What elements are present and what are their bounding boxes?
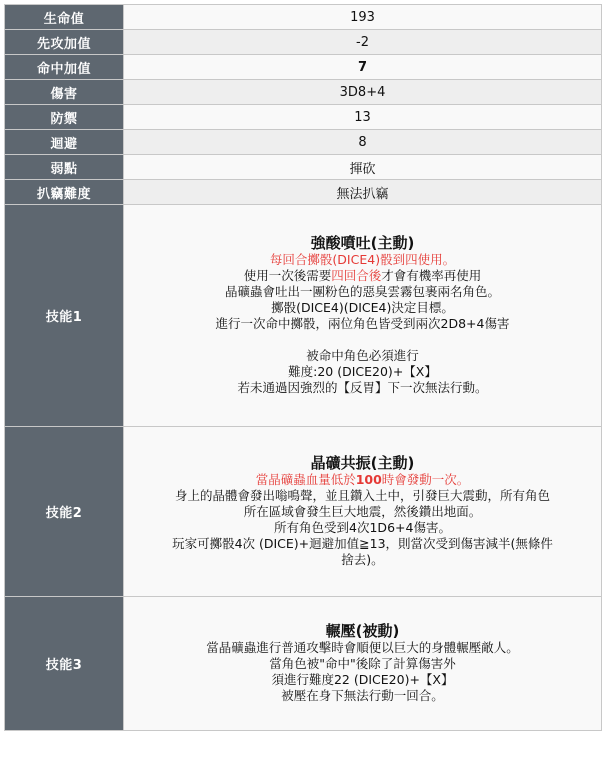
skill-trigger-1: 每回合擲骰(DICE4)骰到四使用。 <box>269 252 456 267</box>
skill-line: 身上的晶體會發出嗡鳴聲，並且鑽入土中，引發巨大震動，所有角色 <box>174 488 550 503</box>
stat-value-defense: 13 <box>124 105 602 130</box>
stat-row-weakness <box>5 155 602 180</box>
skill-desc-2 <box>124 427 602 597</box>
skill-label-1: 技能1 <box>5 205 124 427</box>
skill-desc-1 <box>124 205 602 427</box>
skill-line: 捨去)。 <box>341 552 384 567</box>
skill-line: 被壓在身下無法行動一回合。 <box>281 688 444 703</box>
skill-line: 被命中角色必須進行 <box>306 348 419 363</box>
text-span: 時會發動一次。 <box>381 472 470 487</box>
stat-value-weakness: 揮砍 <box>124 155 602 180</box>
skill-line <box>124 268 601 284</box>
skill-line: 晶礦蟲會吐出一團粉色的惡臭雲霧包裹兩名角色。 <box>224 284 500 299</box>
skill-line: 玩家可擲骰4次 (DICE)+迴避加值≧13，則當次受到傷害減半(無條件 <box>172 536 553 551</box>
skill-line: 當晶礦蟲進行普通攻擊時會順便以巨大的身體輾壓敵人。 <box>206 640 519 655</box>
stat-label-defense: 防禦 <box>5 105 124 130</box>
text-span: 當晶礦蟲血量低於 <box>255 472 356 487</box>
skill-line: 當角色被"命中"後除了計算傷害外 <box>269 656 456 671</box>
stat-value-damage: 3D8+4 <box>124 80 602 105</box>
skill-title-1: 強酸噴吐(主動) <box>310 234 415 252</box>
skill-line: 難度:20 (DICE20)+【X】 <box>288 364 437 379</box>
stat-label-initiative: 先攻加值 <box>5 30 124 55</box>
skill-line: 進行一次命中擲骰，兩位角色皆受到兩次2D8+4傷害 <box>215 316 510 331</box>
monster-stat-table <box>4 4 602 731</box>
stat-label-hp: 生命值 <box>5 5 124 30</box>
spacer <box>124 332 601 348</box>
stat-value-hp: 193 <box>124 5 602 30</box>
skill-line: 若未通過因強烈的【反胃】下一次無法行動。 <box>237 380 488 395</box>
stat-row-pickpocket <box>5 180 602 205</box>
skill-row-2 <box>5 427 602 597</box>
skill-desc-3 <box>124 597 602 731</box>
stat-row-hp <box>5 5 602 30</box>
stat-value-pickpocket: 無法扒竊 <box>124 180 602 205</box>
skill-line: 須進行難度22 (DICE20)+【X】 <box>271 672 454 687</box>
skill-label-3: 技能3 <box>5 597 124 731</box>
cooldown-highlight: 四回合後 <box>331 268 382 283</box>
stat-value-initiative: -2 <box>124 30 602 55</box>
skill-row-1 <box>5 205 602 427</box>
skill-line: 所在區域會發生巨大地震，然後鑽出地面。 <box>243 504 482 519</box>
stat-row-defense <box>5 105 602 130</box>
skill-line: 擲骰(DICE4)(DICE4)決定目標。 <box>271 300 454 315</box>
skill-line: 所有角色受到4次1D6+4傷害。 <box>274 520 451 535</box>
stat-label-weakness: 弱點 <box>5 155 124 180</box>
stat-label-pickpocket: 扒竊難度 <box>5 180 124 205</box>
hp-threshold: 100 <box>355 472 382 487</box>
stat-row-initiative <box>5 30 602 55</box>
stat-label-evasion: 迴避 <box>5 130 124 155</box>
stat-label-hit: 命中加值 <box>5 55 124 80</box>
skill-title-3: 輾壓(被動) <box>325 622 400 640</box>
stat-row-damage <box>5 80 602 105</box>
stat-value-hit: 7 <box>124 55 602 80</box>
stat-row-hit <box>5 55 602 80</box>
skill-trigger-2 <box>124 472 601 488</box>
skill-title-2: 晶礦共振(主動) <box>310 454 415 472</box>
text-span: 使用一次後需要 <box>243 268 332 283</box>
stat-label-damage: 傷害 <box>5 80 124 105</box>
text-span: 才會有機率再使用 <box>381 268 482 283</box>
stat-value-evasion: 8 <box>124 130 602 155</box>
skill-label-2: 技能2 <box>5 427 124 597</box>
skill-row-3 <box>5 597 602 731</box>
stat-row-evasion <box>5 130 602 155</box>
